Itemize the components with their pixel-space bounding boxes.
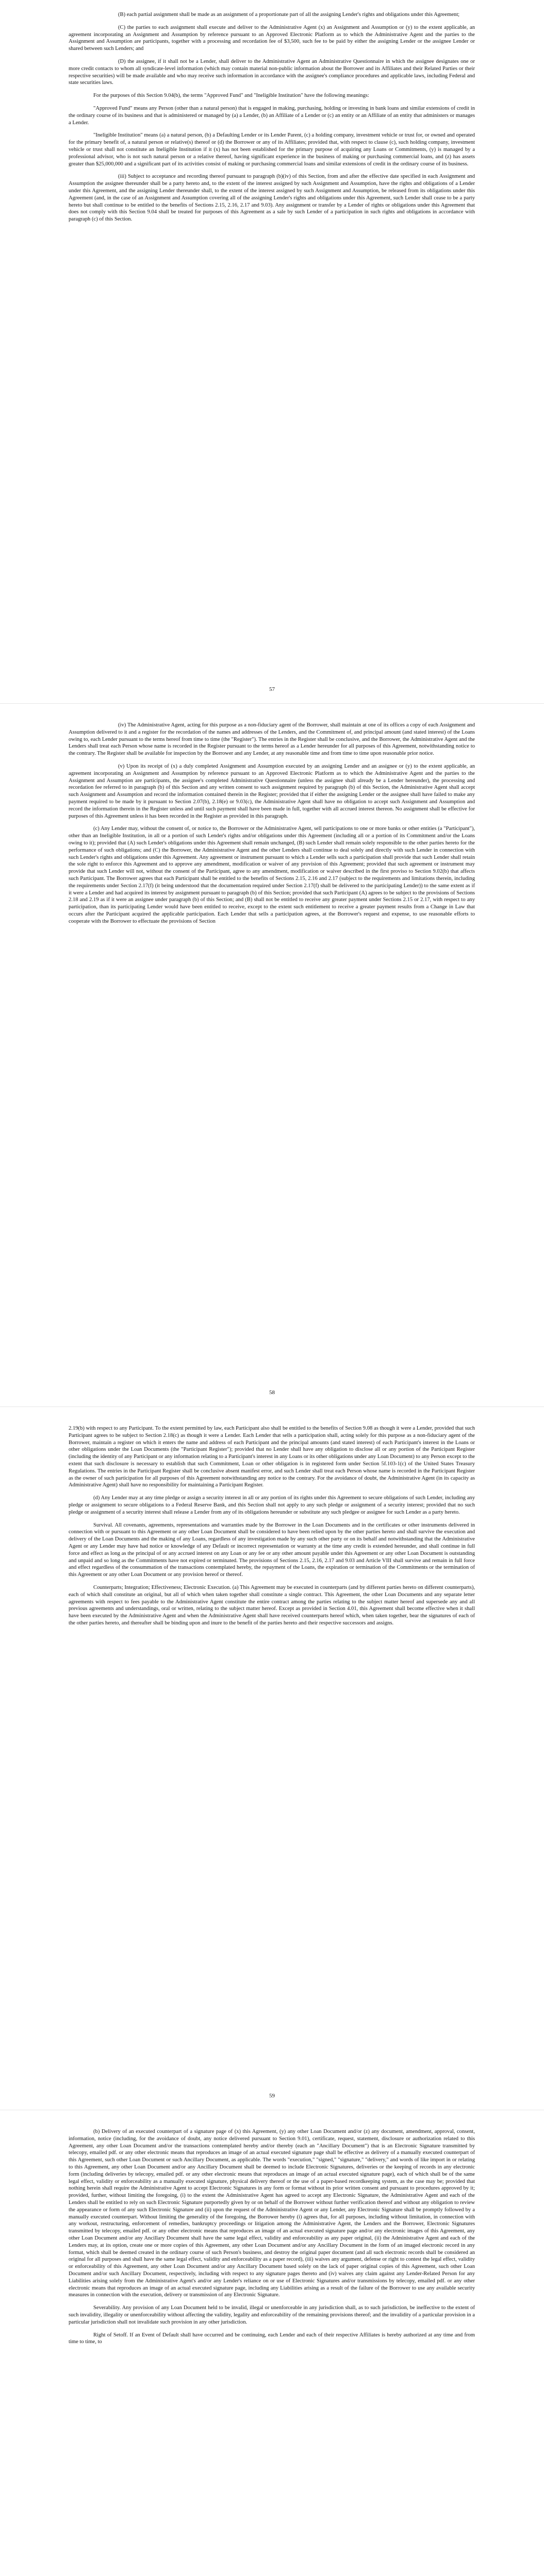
page-divider bbox=[0, 703, 544, 704]
paragraph: For the purposes of this Section 9.04(b), the terms "Approved Fund" and "Ineligible Institution" have the following meanings: bbox=[93, 93, 369, 99]
paragraph: (iii) Subject to acceptance and recording thereof pursuant to paragraph (b)(iv) of this Section, from and after the effective date specified in each Assignment and Assumption the assignee thereunder shall be a party hereto and, to the extent of the interest assigned by such Assignment and Assumption, have the rights and obligations of a Lender under this Agreement, and the assigning Lender thereunder shall, to the extent of the interest assigned by such Assignment and Assumption, be released from its obligations under this Agreement (and, in the case of an Assignment and Assumption covering all of the assigning Lender's rights and obligations under this Agreement, such Lender shall cease to be a party hereto but shall continue to be entitled to the benefits of Sections 2.15, 2.16, 2.17 and 9.03). Any assignment or transfer by a Lender of rights or obligations under this Agreement that does not comply with this Section 9.04 shall be treated for purposes of this Agreement as a sale by such Lender of a participation in such rights and obligations in accordance with paragraph (c) of this Section. bbox=[69, 174, 475, 223]
paragraph: "Ineligible Institution" means (a) a natural person, (b) a Defaulting Lender or its Lender Parent, (c) a holding company, investment vehicle or trust for, or owned and operated for the primary benefit of, a natural person or relative(s) thereof or (d) the Borrower or any of its Affiliates; provided that, with respect to clause (c), such holding company, investment vehicle or trust shall not constitute an Ineligible Institution if it (x) has not been established for the primary purpose of acquiring any Loans or Commitments, (y) is managed by a professional advisor, who is not such natural person or a relative thereof, having significant experience in the business of making or purchasing commercial loans, and (z) has assets greater than $25,000,000 and a significant part of its activities consist of making or purchasing commercial loans and similar extensions of credit in the ordinary course of its business. bbox=[69, 132, 475, 167]
paragraph: (B) each partial assignment shall be made as an assignment of a proportionate part of all the assigning Lender's rights and obligations under this Agreement; bbox=[118, 12, 460, 18]
page-number: 59 bbox=[269, 2093, 275, 2099]
paragraph: (iv) The Administrative Agent, acting for this purpose as a non-fiduciary agent of the Borrower, shall maintain at one of its offices a copy of each Assignment and Assumption delivered to it and a register for the recordation of the names and addresses of the Lenders, and the Commitment of, and principal amount (and stated interest) of the Loans owing to, each Lender pursuant to the terms hereof from time to time (the "Register"). The entries in the Register shall be conclusive, and the Borrower, the Administrative Agent and the Lenders shall treat each Person whose name is recorded in the Register pursuant to the terms hereof as a Lender hereunder for all purposes of this Agreement, notwithstanding notice to the contrary. The Register shall be available for inspection by the Borrower and any Lender, at any reasonable time and from time to time upon reasonable prior notice. bbox=[69, 722, 475, 757]
paragraph: (C) the parties to each assignment shall execute and deliver to the Administrative Agent (x) an Assignment and Assumption or (y) to the extent applicable, an agreement incorporating an Assignment and Assumption by reference pursuant to an Approved Electronic Platform as to which the Administrative Agent and the parties to the Assignment and Assumption are participants, together with a processing and recordation fee of $3,500, such fee to be paid by either the assigning Lender or the assignee Lender or shared between such Lenders; and bbox=[69, 24, 475, 52]
paragraph: (d) Any Lender may at any time pledge or assign a security interest in all or any portion of its rights under this Agreement to secure obligations of such Lender, including any pledge or assignment to secure obligations to a Federal Reserve Bank, and this Section shall not apply to any such pledge or assignment of a security interest; provided that no such pledge or assignment of a security interest shall release a Lender from any of its obligations hereunder or substitute any such pledgee or assignee for such Lender as a party hereto. bbox=[69, 1495, 475, 1515]
page-57 bbox=[0, 0, 544, 703]
paragraph: (b) Delivery of an executed counterpart of a signature page of (x) this Agreement, (y) any other Loan Document and/or (z) any document, amendment, approval, consent, information, notice (including, for the avoidance of doubt, any notice delivered pursuant to Section 9.01), certificate, request, statement, disclosure or authorization related to this Agreement, any other Loan Document and/or the transactions contemplated hereby and/or thereby (each an "Ancillary Document") that is an Electronic Signature transmitted by telecopy, emailed pdf. or any other electronic means that reproduces an image of an actual executed signature page shall be effective as delivery of a manually executed counterpart of this Agreement, such other Loan Document or such Ancillary Document, as applicable. The words "execution," "signed," "signature," "delivery," and words of like import in or relating to this Agreement, any other Loan Document and/or any Ancillary Document shall be deemed to include Electronic Signatures, deliveries or the keeping of records in any electronic form (including deliveries by telecopy, emailed pdf. or any other electronic means that reproduces an image of an actual executed signature page), each of which shall be of the same legal effect, validity or enforceability as a manually executed signature, physical delivery thereof or the use of a paper-based recordkeeping system, as the case may be; provided that nothing herein shall require the Administrative Agent to accept Electronic Signatures in any form or format without its prior written consent and pursuant to procedures approved by it; provided, further, without limiting the foregoing, (i) to the extent the Administrative Agent has agreed to accept any Electronic Signature, the Administrative Agent and each of the Lenders shall be entitled to rely on such Electronic Signature purportedly given by or on behalf of the Borrower without further verification thereof and without any obligation to review the appearance or form of any such Electronic Signature and (ii) upon the request of the Administrative Agent or any Lender, any Electronic Signature shall be promptly followed by a manually executed counterpart. Without limiting the generality of the foregoing, the Borrower hereby (i) agrees that, for all purposes, including without limitation, in connection with any workout, restructuring, enforcement of remedies, bankruptcy proceedings or litigation among the Administrative Agent, the Lenders and the Borrower, Electronic Signatures transmitted by telecopy, emailed pdf. or any other electronic means that reproduces an image of an actual executed signature page and/or any electronic images of this Agreement, any other Loan Document and/or any Ancillary Document shall have the same legal effect, validity and enforceability as any paper original, (ii) the Administrative Agent and each of the Lenders may, at its option, create one or more copies of this Agreement, any other Loan Document and/or any Ancillary Document in the form of an imaged electronic record in any format, which shall be deemed created in the ordinary course of such Person's business, and destroy the original paper document (and all such electronic records shall be considered an original for all purposes and shall have the same legal effect, validity and enforceability as a paper record), (iii) waives any argument, defense or right to contest the legal effect, validity or enforceability of this Agreement, any other Loan Document and/or any Ancillary Document based solely on the lack of paper original copies of this Agreement, such other Loan Document and/or such Ancillary Document, respectively, including with respect to any signature pages thereto and (iv) waives any claim against any Lender-Related Person for any Liabilities arising solely from the Administrative Agent's and/or any Lender's reliance on or use of Electronic Signatures and/or transmissions by telecopy, emailed pdf. or any other electronic means that reproduces an image of an actual executed signature page, including any Liabilities arising as a result of the failure of the Borrower to use any available security measures in connection with the execution, delivery or transmission of any Electronic Signature. bbox=[69, 2129, 475, 2298]
page-58 bbox=[0, 703, 544, 1406]
paragraph: Counterparts; Integration; Effectiveness; Electronic Execution. (a) This Agreement may be executed in counterparts (and by different parties hereto on different counterparts), each of which shall constitute an original, but all of which when taken together shall constitute a single contract. This Agreement, the other Loan Documents and any separate letter agreements with respect to fees payable to the Administrative Agent constitute the entire contract among the parties relating to the subject matter hereof and supersede any and all previous agreements and understandings, oral or written, relating to the subject matter hereof. Except as provided in Section 4.01, this Agreement shall become effective when it shall have been executed by the Administrative Agent and when the Administrative Agent shall have received counterparts hereof which, when taken together, bear the signatures of each of the other parties hereto, and thereafter shall be binding upon and inure to the benefit of the parties hereto and their respective successors and assigns. bbox=[69, 1584, 475, 1626]
paragraph: "Approved Fund" means any Person (other than a natural person) that is engaged in making, purchasing, holding or investing in bank loans and similar extensions of credit in the ordinary course of its business and that is administered or managed by (a) a Lender, (b) an Affiliate of a Lender or (c) an entity or an Affiliate of an entity that administers or manages a Lender. bbox=[69, 105, 475, 126]
page-number: 57 bbox=[269, 686, 275, 692]
page-number: 58 bbox=[269, 1389, 275, 1396]
paragraph: Survival. All covenants, agreements, representations and warranties made by the Borrower in the Loan Documents and in the certificates or other instruments delivered in connection with or pursuant to this Agreement or any other Loan Document shall be considered to have been relied upon by the other parties hereto and shall survive the execution and delivery of the Loan Documents and the making of any Loans, regardless of any investigation made by any such other party or on its behalf and notwithstanding that the Administrative Agent or any Lender may have had notice or knowledge of any Default or incorrect representation or warranty at the time any credit is extended hereunder, and shall continue in full force and effect as long as the principal of or any accrued interest on any Loan or any fee or any other amount payable under this Agreement or any other Loan Document is outstanding and unpaid and so long as the Commitments have not expired or terminated. The provisions of Sections 2.15, 2.16, 2.17 and 9.03 and Article VIII shall survive and remain in full force and effect regardless of the consummation of the transactions contemplated hereby, the repayment of the Loans, the expiration or termination of the Commitments or the termination of this Agreement or any other Loan Document or any provision hereof or thereof. bbox=[69, 1522, 475, 1578]
page-60 bbox=[0, 2110, 544, 2576]
page-body bbox=[69, 2128, 475, 2351]
paragraph: Right of Setoff. If an Event of Default shall have occurred and be continuing, each Lender and each of their respective Affiliates is hereby authorized at any time and from time to time, to bbox=[69, 2332, 475, 2345]
page-59 bbox=[0, 1406, 544, 2110]
page-body bbox=[69, 11, 475, 229]
page-divider bbox=[0, 1406, 544, 1407]
paragraph: (v) Upon its receipt of (x) a duly completed Assignment and Assumption executed by an assigning Lender and an assignee or (y) to the extent applicable, an agreement incorporating an Assignment and Assumption by reference pursuant to an Approved Electronic Platform as to which the Administrative Agent and the parties to the Assignment and Assumption are participants, the assignee's completed Administrative Questionnaire (unless the assignee shall already be a Lender hereunder), the processing and recordation fee referred to in paragraph (b) of this Section and any written consent to such assignment required by paragraph (b) of this Section, the Administrative Agent shall accept such Assignment and Assumption and record the information contained therein in the Register; provided that if either the assigning Lender or the assignee shall have failed to make any payment required to be made by it pursuant to Section 2.07(b), 2.18(e) or 9.03(c), the Administrative Agent shall have no obligation to accept such Assignment and Assumption and record the information therein in the Register unless and until such payment shall have been made in full, together with all accrued interest thereon. No assignment shall be effective for purposes of this Agreement unless it has been recorded in the Register as provided in this paragraph. bbox=[69, 763, 475, 819]
page-body bbox=[69, 722, 475, 931]
paragraph: (c) Any Lender may, without the consent of, or notice to, the Borrower or the Administrative Agent, sell participations to one or more banks or other entities (a "Participant"), other than an Ineligible Institution, in all or a portion of such Lender's rights and/or obligations under this Agreement (including all or a portion of its Commitment and/or the Loans owing to it); provided that (A) such Lender's obligations under this Agreement shall remain unchanged, (B) such Lender shall remain solely responsible to the other parties hereto for the performance of such obligations; and (C) the Borrower, the Administrative Agent and the other Lenders shall continue to deal solely and directly with such Lender in connection with such Lender's rights and obligations under this Agreement. Any agreement or instrument pursuant to which a Lender sells such a participation shall provide that such Lender shall retain the sole right to enforce this Agreement and to approve any amendment, modification or waiver of any provision of this Agreement; provided that such agreement or instrument may provide that such Lender will not, without the consent of the Participant, agree to any amendment, modification or waiver described in the first proviso to Section 9.02(b) that affects such Participant. The Borrower agrees that each Participant shall be entitled to the benefits of Sections 2.15, 2.16 and 2.17 (subject to the requirements and limitations therein, including the requirements under Section 2.17(f) (it being understood that the documentation required under Section 2.17(f) shall be delivered to the participating Lender)) to the same extent as if it were a Lender and had acquired its interest by assignment pursuant to paragraph (b) of this Section; provided that such Participant (A) agrees to be subject to the provisions of Sections 2.18 and 2.19 as if it were an assignee under paragraph (b) of this Section; and (B) shall not be entitled to receive any greater payment under Sections 2.15 or 2.17, with respect to any participation, than its participating Lender would have been entitled to receive, except to the extent such entitlement to receive a greater payment results from a Change in Law that occurs after the Participant acquired the applicable participation. Each Lender that sells a participation agrees, at the Borrower's request and expense, to use reasonable efforts to cooperate with the Borrower to effectuate the provisions of Section bbox=[69, 826, 475, 924]
paragraph: 2.19(b) with respect to any Participant. To the extent permitted by law, each Participant also shall be entitled to the benefits of Section 9.08 as though it were a Lender, provided that such Participant agrees to be subject to Section 2.18(c) as though it were a Lender. Each Lender that sells a participation shall, acting solely for this purpose as a non-fiduciary agent of the Borrower, maintain a register on which it enters the name and address of each Participant and the principal amounts (and stated interest) of each Participant's interest in the Loans or other obligations under the Loan Documents (the "Participant Register"); provided that no Lender shall have any obligation to disclose all or any portion of the Participant Register (including the identity of any Participant or any information relating to a Participant's interest in any Loans or its other obligations under any Loan Document) to any Person except to the extent that such disclosure is necessary to establish that such Commitment, Loan or other obligation is in registered form under Section 5f.103-1(c) of the United States Treasury Regulations. The entries in the Participant Register shall be conclusive absent manifest error, and such Lender shall treat each Person whose name is recorded in the Participant Register as the owner of such participation for all purposes of this Agreement notwithstanding any notice to the contrary. For the avoidance of doubt, the Administrative Agent (in its capacity as Administrative Agent) shall have no responsibility for maintaining a Participant Register. bbox=[69, 1426, 475, 1488]
paragraph: (D) the assignee, if it shall not be a Lender, shall deliver to the Administrative Agent an Administrative Questionnaire in which the assignee designates one or more credit contacts to whom all syndicate-level information (which may contain material non-public information about the Borrower and its Affiliates and their Related Parties or their respective securities) will be made available and who may receive such information in accordance with the assignee's compliance procedures and applicable laws, including Federal and state securities laws. bbox=[69, 58, 475, 86]
paragraph: Severability. Any provision of any Loan Document held to be invalid, illegal or unenforceable in any jurisdiction shall, as to such jurisdiction, be ineffective to the extent of such invalidity, illegality or unenforceability without affecting the validity, legality and enforceability of the remaining provisions thereof; and the invalidity of a particular provision in a particular jurisdiction shall not invalidate such provision in any other jurisdiction. bbox=[69, 2305, 475, 2325]
page-body bbox=[69, 1425, 475, 1633]
